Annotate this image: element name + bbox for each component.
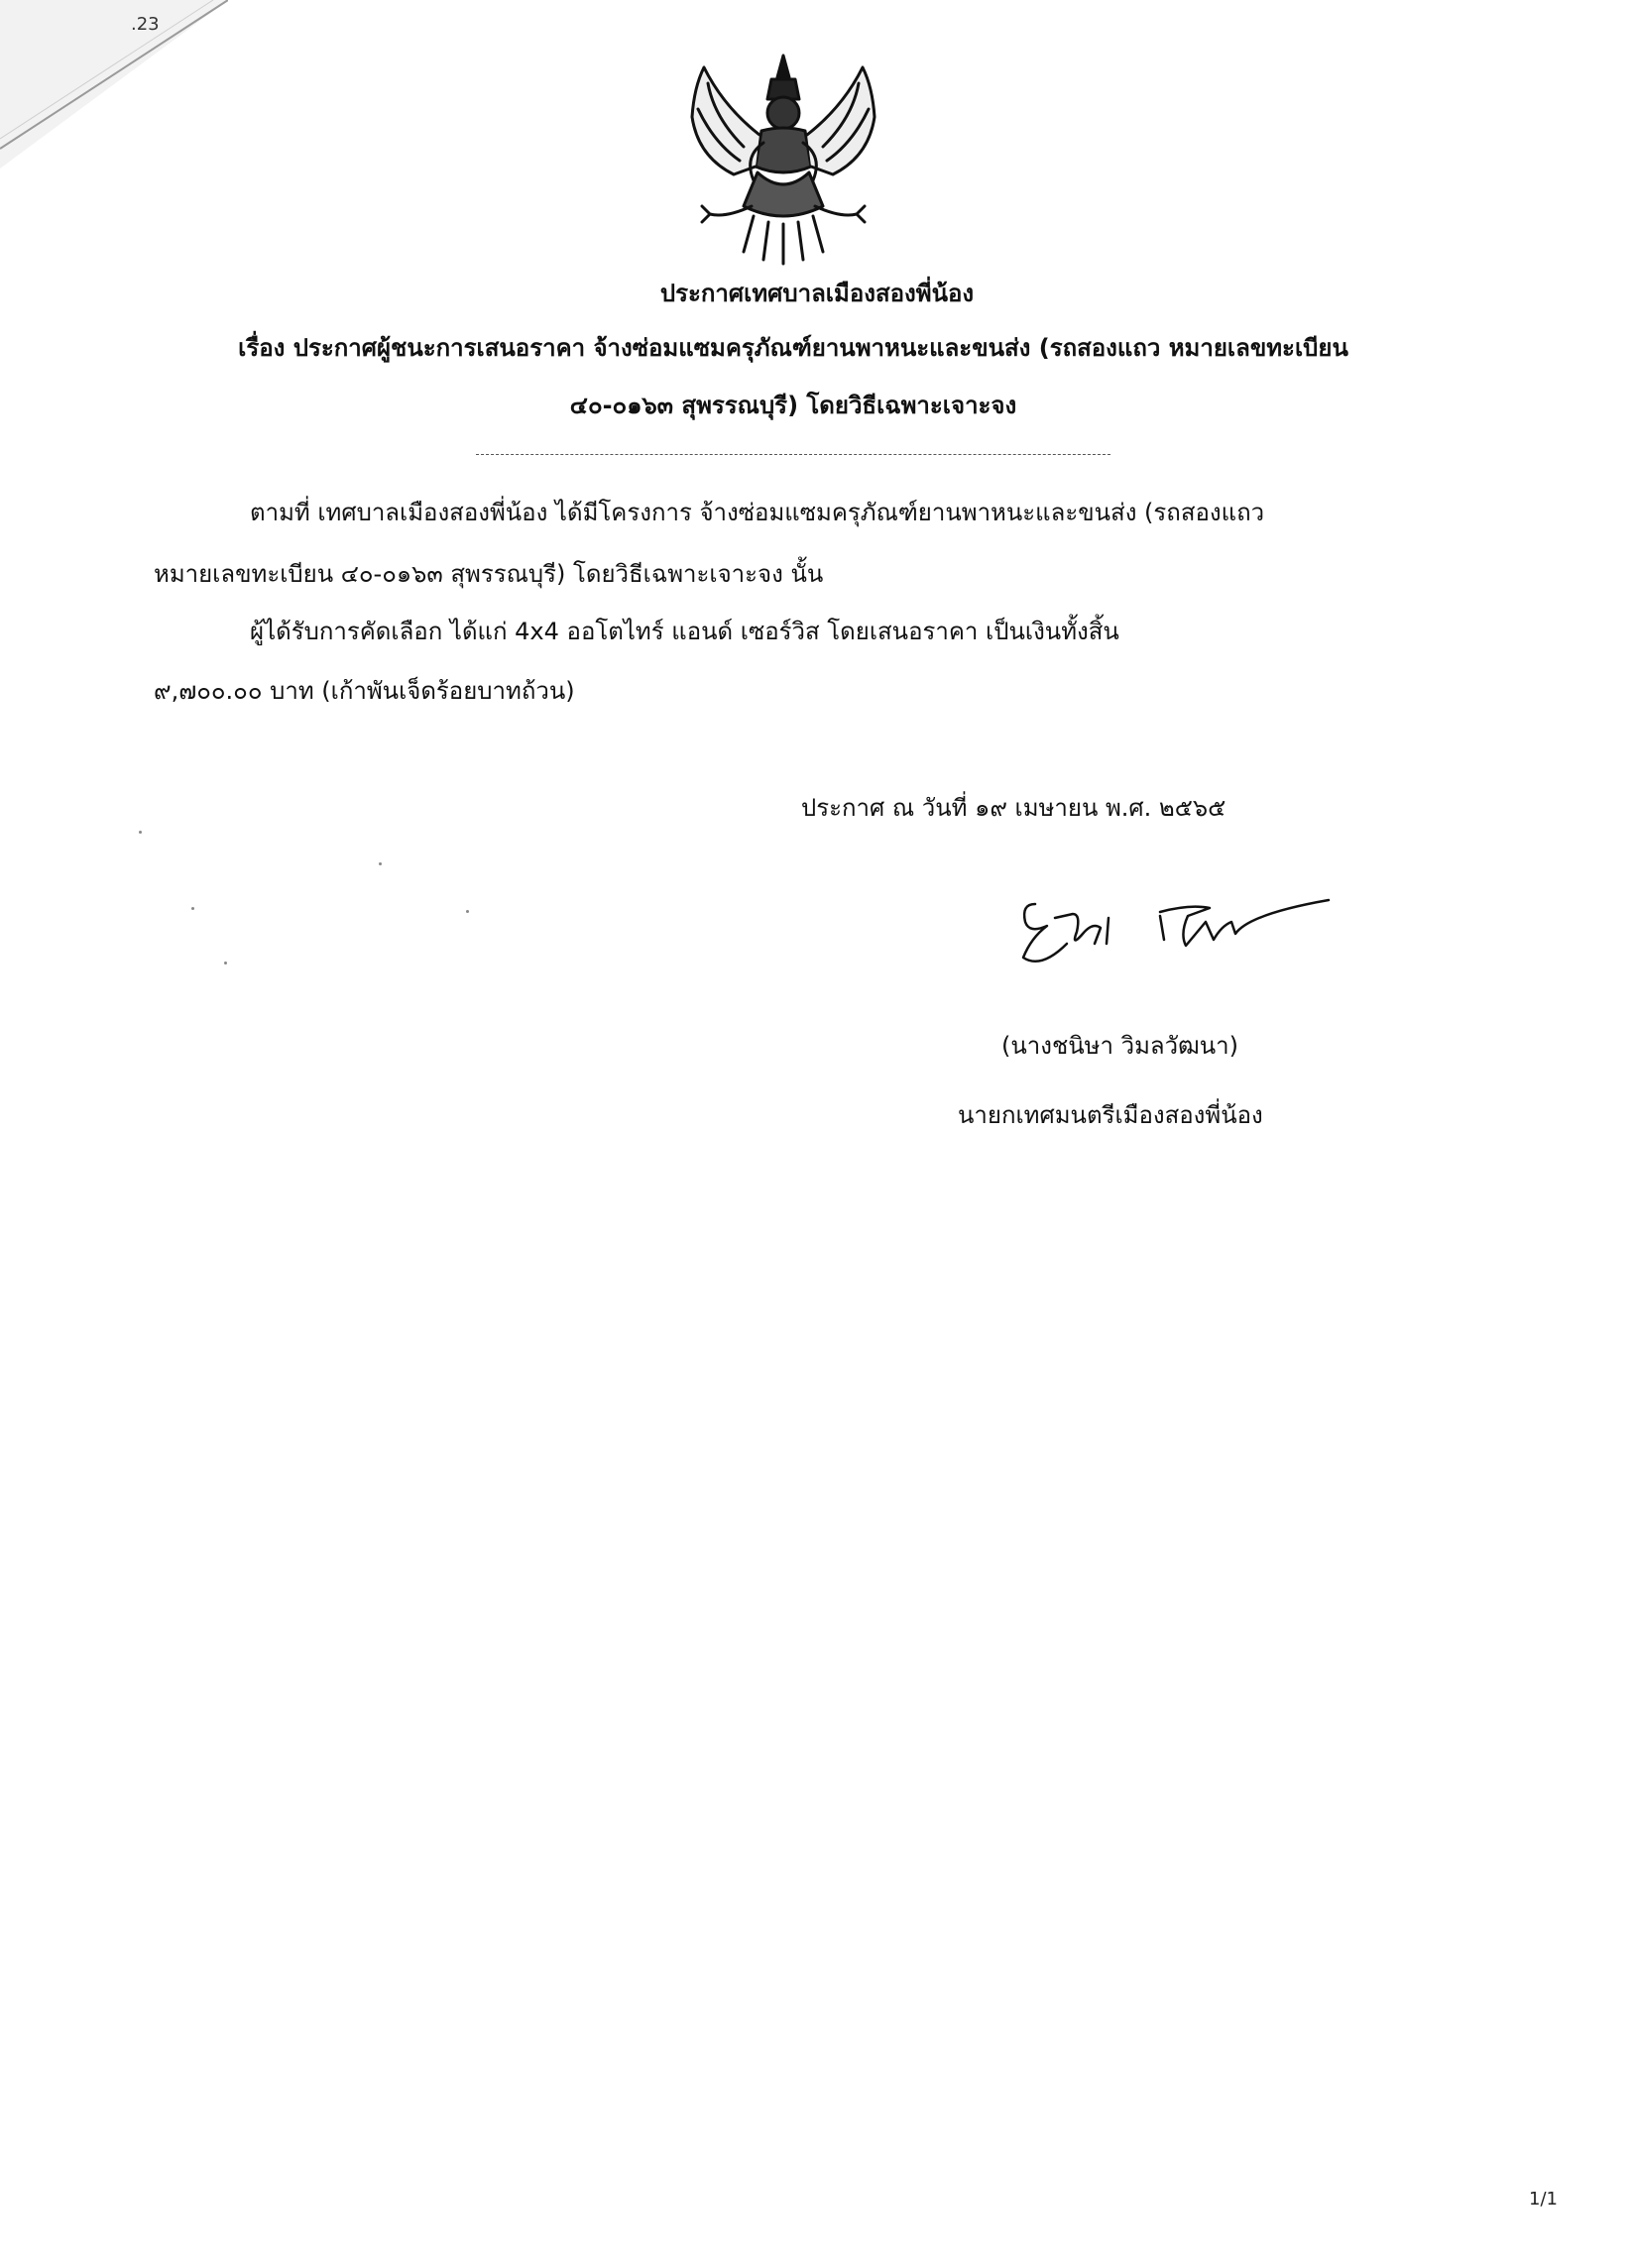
garuda-emblem-icon xyxy=(674,48,892,268)
signer-name: (นางชนิษา วิมลวัฒนา) xyxy=(1001,1032,1238,1060)
page-number: 1/1 xyxy=(1529,2189,1558,2210)
signer-position: นายกเทศมนตรีเมืองสองพี่น้อง xyxy=(958,1101,1263,1129)
scan-corner-fold xyxy=(0,0,228,169)
dashed-divider xyxy=(476,454,1110,455)
document-subject xyxy=(164,319,1423,434)
scan-speck xyxy=(139,831,142,834)
scan-speck xyxy=(191,907,194,910)
subject-line-2: ๔๐-๐๑๖๓ สุพรรณบุรี) โดยวิธีเฉพาะเจาะจง xyxy=(569,392,1017,419)
handwritten-signature xyxy=(1011,874,1358,983)
scan-speck xyxy=(224,962,227,964)
paragraph-2-line-1: ผู้ได้รับการคัดเลือก ได้แก่ 4x4 ออโตไทร์ แอนด์ เซอร์วิส โดยเสนอราคา เป็นเงินทั้งสิ้น xyxy=(250,618,1119,645)
paragraph-1-line-1: ตามที่ เทศบาลเมืองสองพี่น้อง ได้มีโครงการ จ้างซ่อมแซมครุภัณฑ์ยานพาหนะและขนส่ง (รถสองแถว xyxy=(250,499,1265,526)
subject-line-1: เรื่อง ประกาศผู้ชนะการเสนอราคา จ้างซ่อมแซมครุภัณฑ์ยานพาหนะและขนส่ง (รถสองแถว หมายเลขทะเบียน xyxy=(238,334,1348,362)
announcement-date: ประกาศ ณ วันที่ ๑๙ เมษายน พ.ศ. ๒๕๖๕ xyxy=(801,794,1226,822)
document-title: ประกาศเทศบาลเมืองสองพี่น้อง xyxy=(659,280,975,307)
scan-speck xyxy=(379,862,382,865)
scan-speck xyxy=(466,910,469,913)
scan-timestamp: .23 xyxy=(131,14,160,35)
paragraph-1-line-2: หมายเลขทะเบียน ๔๐-๐๑๖๓ สุพรรณบุรี) โดยวิธีเฉพาะเจาะจง นั้น xyxy=(154,560,824,588)
paragraph-2-line-2: ๙,๗๐๐.๐๐ บาท (เก้าพันเจ็ดร้อยบาทถ้วน) xyxy=(154,677,575,705)
